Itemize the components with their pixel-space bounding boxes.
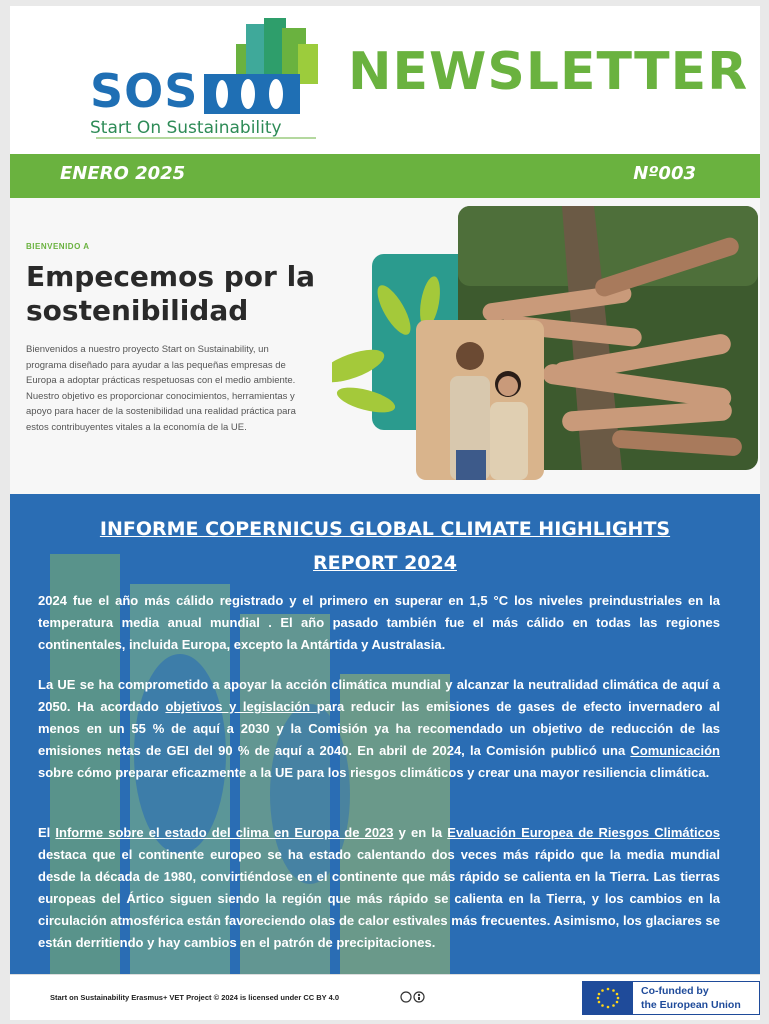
- newsletter-title: NEWSLETTER: [348, 42, 749, 102]
- eu-line1: Co-funded by: [641, 985, 709, 997]
- issue-band: [10, 154, 760, 198]
- report-paragraph-2: [38, 674, 720, 784]
- cc-license-icon: [400, 991, 426, 1003]
- p3-text-c: destaca que el continente europeo se ha estado calentando dos veces más rápido que la media mundial desde la década de 1980, convirtiéndose en el continente que más rápido se calienta en la Tierra. Las tierras europeas del Ártico siguen siendo la región que más rápido se calienta en la Tierra, y los cambios en la circulación atmosférica están favoreciendo olas de calor estivales más frecuentes. Asimismo, los glaciares se están derritiendo y hay cambios en el patrón de precipitaciones.: [38, 847, 720, 950]
- license-text: Start on Sustainability Erasmus+ VET Project © 2024 is licensed under CC BY 4.0: [50, 993, 340, 1002]
- p2-text-c: sobre cómo preparar eficazmente a la UE para los riesgos climáticos y crear una mayor resiliencia climática.: [38, 765, 710, 780]
- p2-text-b: para reducir las emisiones de gases de efecto invernadero al menos en un 55 % de aquí a 2030 y la Comisión ya ha recomendado un objetivo de reducción de las emisiones netas de GEI del 90 % de aquí a 2040. En abril de 2024, la Comisión publicó una: [38, 699, 720, 758]
- p2-text-a: La UE se ha comprometido a apoyar la acción climática mundial y alcanzar la neutralidad climática de aquí a 2050. Ha acordado: [38, 677, 720, 714]
- eu-flag-icon: [583, 982, 633, 1014]
- welcome-section: [10, 198, 760, 494]
- issue-number: Nº003: [633, 163, 696, 184]
- issue-date: ENERO 2025: [60, 163, 186, 184]
- report-title-line1: INFORME COPERNICUS GLOBAL CLIMATE HIGHLIGHTS: [99, 518, 671, 540]
- report-title: [10, 512, 760, 580]
- p3-text-a: El: [38, 825, 56, 840]
- logo-tagline: Start On Sustainability: [90, 118, 282, 138]
- p3-text-b: y en la: [393, 825, 448, 840]
- eu-cofunded-text: [641, 984, 759, 1012]
- page-footer: [10, 974, 760, 1020]
- report-title-line2: REPORT 2024: [313, 552, 457, 574]
- welcome-title: Empecemos por la sostenibilidad: [26, 260, 316, 327]
- report-paragraph-3: [38, 822, 720, 954]
- eu-cofunded-badge: [582, 981, 760, 1015]
- objetivos-legislacion-link[interactable]: objetivos y legislación: [165, 699, 317, 714]
- sos-logo: [86, 14, 326, 144]
- logo-wordmark: SOS: [90, 64, 199, 118]
- report-paragraph-1: 2024 fue el año más cálido registrado y el primero en superar en 1,5 °C los niveles preindustriales en la temperatura media anual mundial . El año pasado también fue el más cálido en todas las regiones continentales, incluida Europa, excepto la Antártida y Australasia.: [38, 593, 720, 652]
- welcome-photo-collage: [332, 198, 760, 494]
- newsletter-header: [10, 6, 760, 154]
- eu-line2: the European Union: [641, 999, 741, 1011]
- comunicacion-link[interactable]: Comunicación: [630, 743, 720, 758]
- welcome-body: Bienvenidos a nuestro proyecto Start on Sustainability, un programa diseñado para ayudar a las pequeñas empresas de Europa a adoptar prácticas respetuosas con el medio ambiente. Nuestro objetivo es proporcionar conocimientos, herramientas y apoyo para hacer de la sostenibilidad una realidad práctica para estos contribuyentes vitales a la economía de la UE.: [26, 344, 296, 433]
- newsletter-page: [10, 6, 760, 1020]
- informe-estado-clima-link[interactable]: Informe sobre el estado del clima en Europa de 2023: [55, 825, 394, 840]
- report-section: [10, 494, 760, 974]
- welcome-kicker: BIENVENIDO A: [26, 242, 90, 251]
- evaluacion-riesgos-link[interactable]: Evaluación Europea de Riesgos Climáticos: [447, 825, 720, 840]
